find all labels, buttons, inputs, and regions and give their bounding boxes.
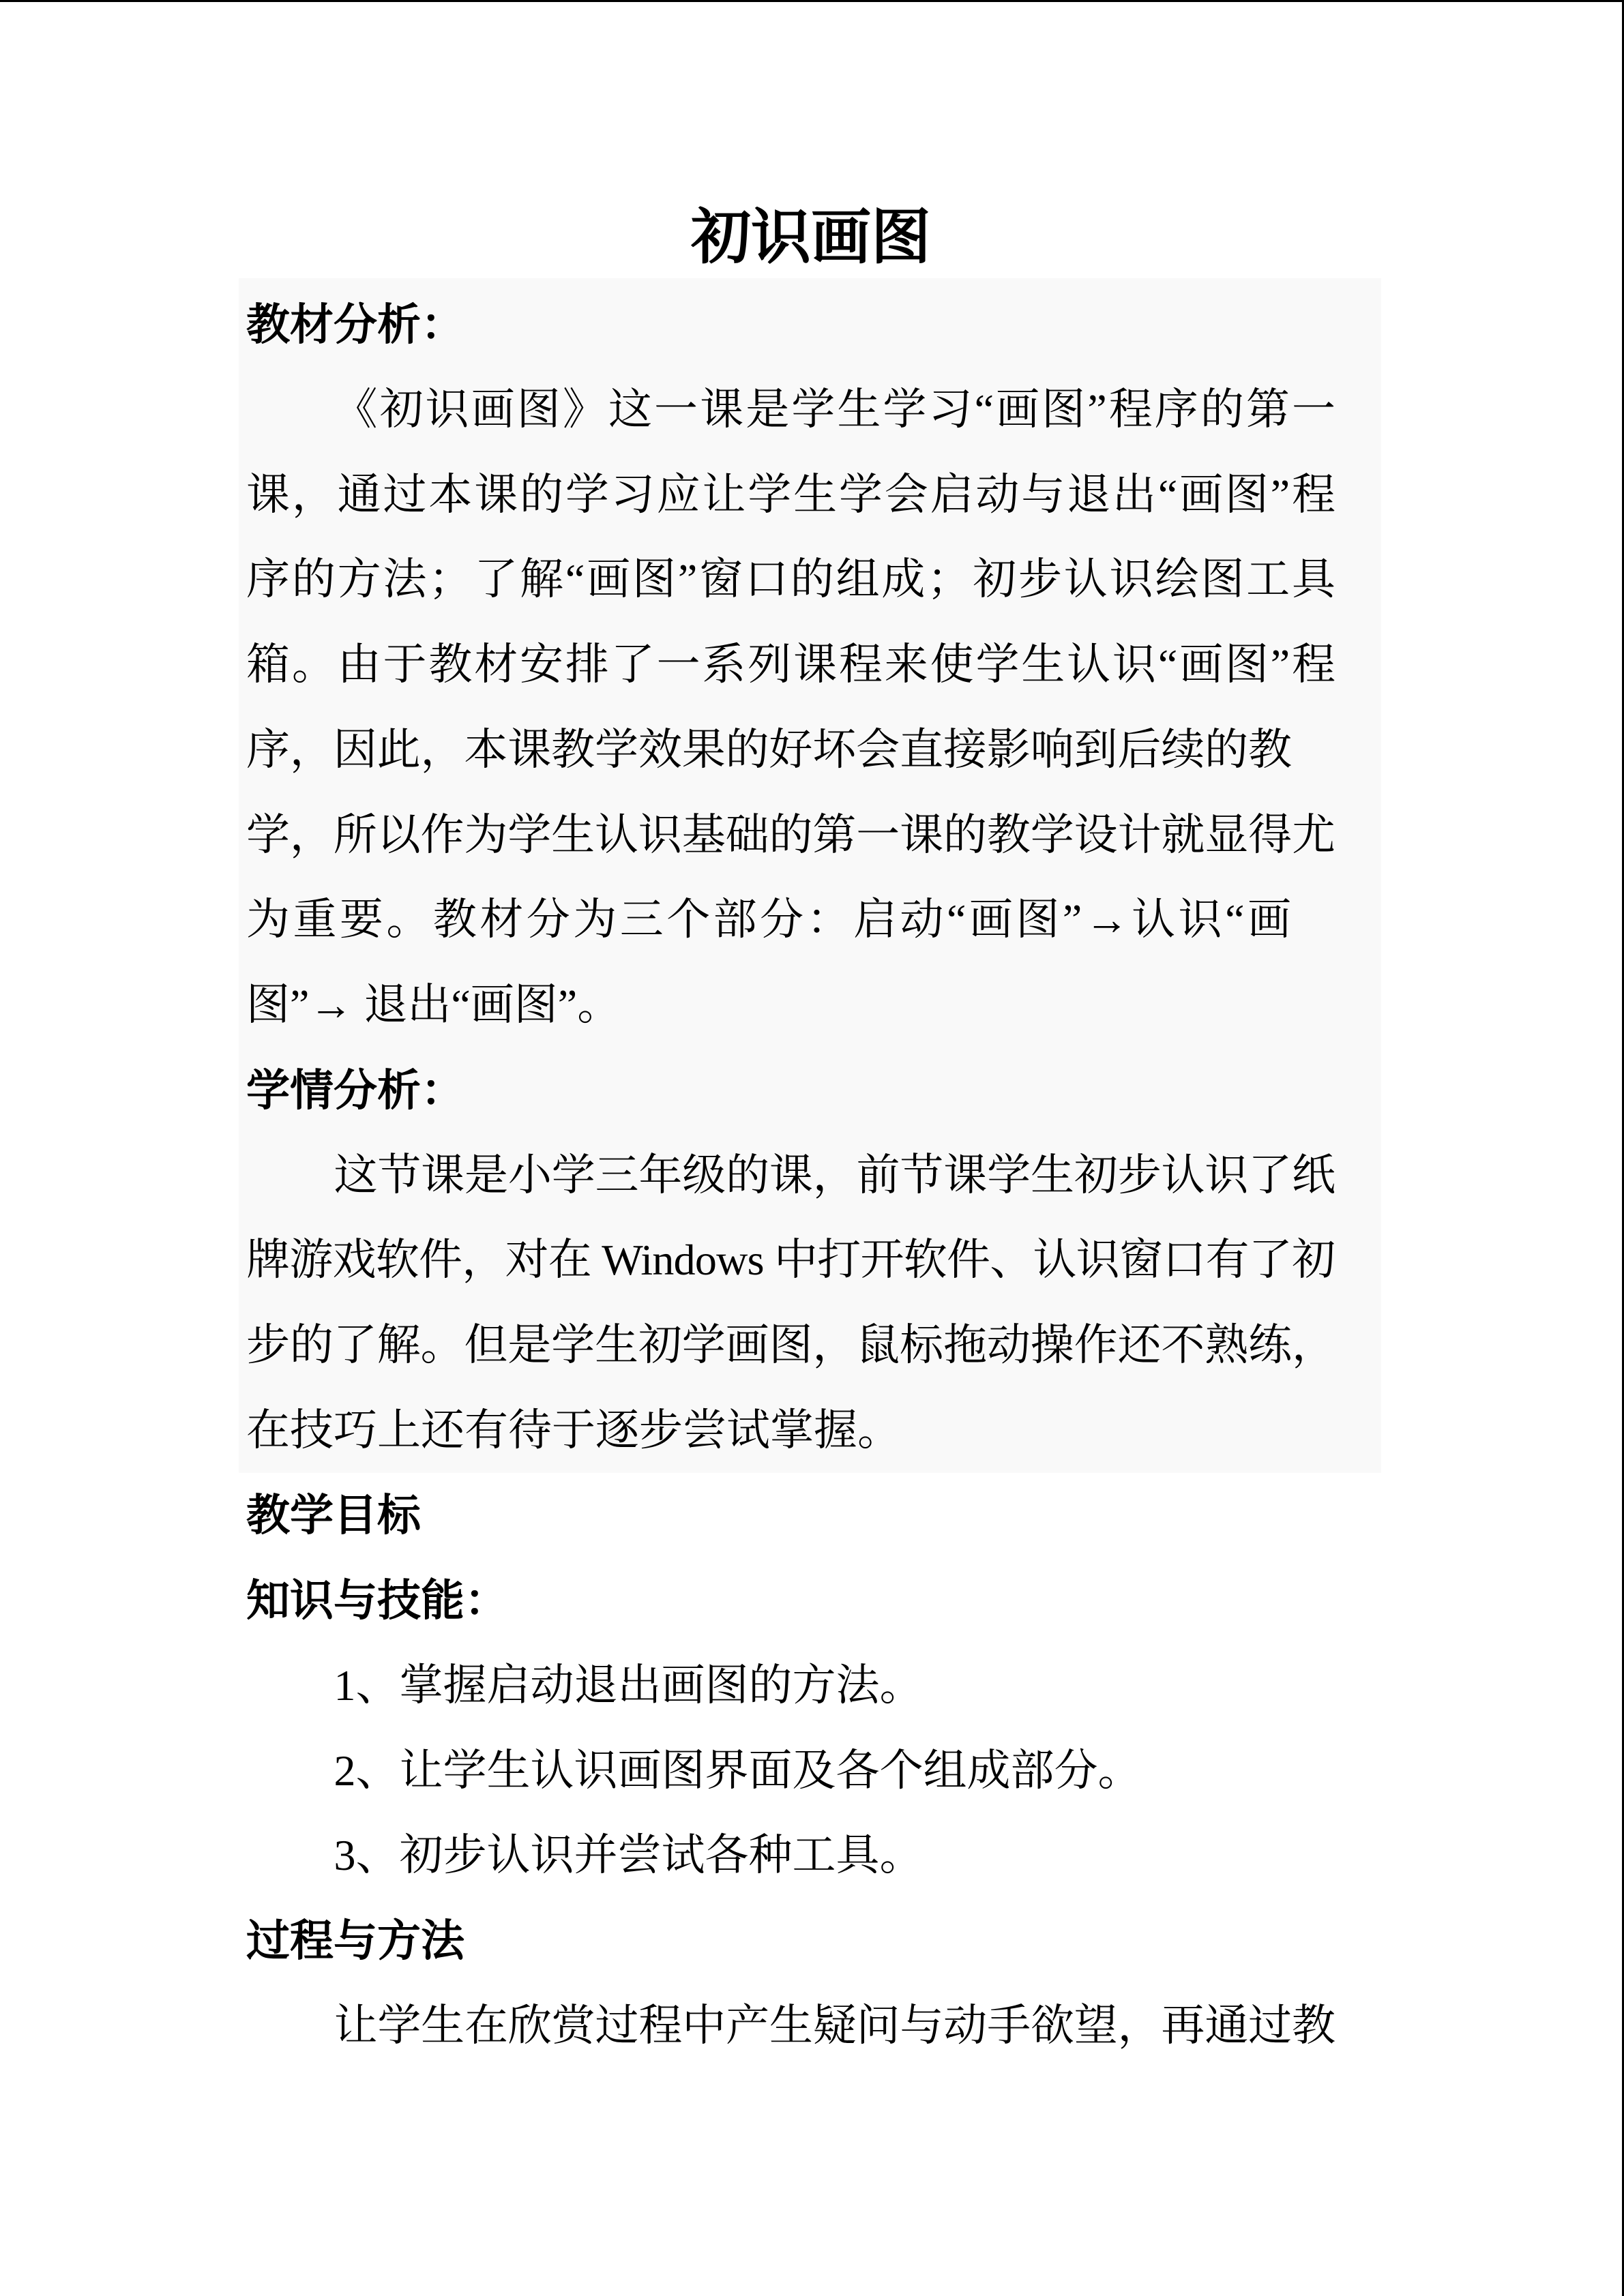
page-title: 初识画图 [690, 205, 931, 271]
knowledge-skills-item: 1、掌握启动退出画图的方法。 [334, 1660, 924, 1710]
learner-analysis-line: 步的了解。但是学生初学画图，鼠标拖动操作还不熟练， [246, 1321, 1335, 1369]
heading-teaching-goals: 教学目标 [246, 1491, 421, 1540]
knowledge-skills-item: 2、让学生认识画图界面及各个组成部分。 [334, 1746, 1142, 1795]
material-analysis-line: 课，通过本课的学习应让学生学会启动与退出“画图”程 [246, 470, 1338, 519]
document-body [246, 282, 1406, 2068]
heading-learner-analysis: 学情分析： [246, 1065, 464, 1115]
heading-material-analysis: 教材分析： [246, 300, 464, 350]
material-analysis-line: 《初识画图》这一课是学生学习“画图”程序的第一 [334, 385, 1338, 434]
process-methods-line: 让学生在欣赏过程中产生疑问与动手欲望，再通过教 [334, 2001, 1335, 2050]
material-analysis-line: 学，所以作为学生认识基础的第一课的教学设计就显得尤 [246, 810, 1335, 859]
material-analysis-line: 图”→ 退出“画图”。 [246, 981, 621, 1030]
material-analysis-line: 序，因此，本课教学效果的好坏会直接影响到后续的教 [246, 725, 1292, 774]
learner-analysis-line: 在技巧上还有待于逐步尝试掌握。 [246, 1405, 901, 1455]
learner-analysis-line: 牌游戏软件，对在 Windows 中打开软件、认识窗口有了初 [246, 1236, 1335, 1285]
learner-analysis-line: 这节课是小学三年级的课，前节课学生初步认识了纸 [334, 1150, 1335, 1199]
knowledge-skills-item: 3、初步认识并尝试各种工具。 [334, 1831, 924, 1880]
material-analysis-line: 序的方法；了解“画图”窗口的组成；初步认识绘图工具 [246, 555, 1338, 604]
heading-knowledge-and-skills: 知识与技能： [246, 1576, 508, 1626]
material-analysis-line: 箱。由于教材安排了一系列课程来使学生认识“画图”程 [246, 640, 1338, 689]
heading-process-and-methods: 过程与方法 [246, 1916, 464, 1966]
material-analysis-line: 为重要。教材分为三个部分：启动“画图”→认识“画 [246, 895, 1295, 944]
